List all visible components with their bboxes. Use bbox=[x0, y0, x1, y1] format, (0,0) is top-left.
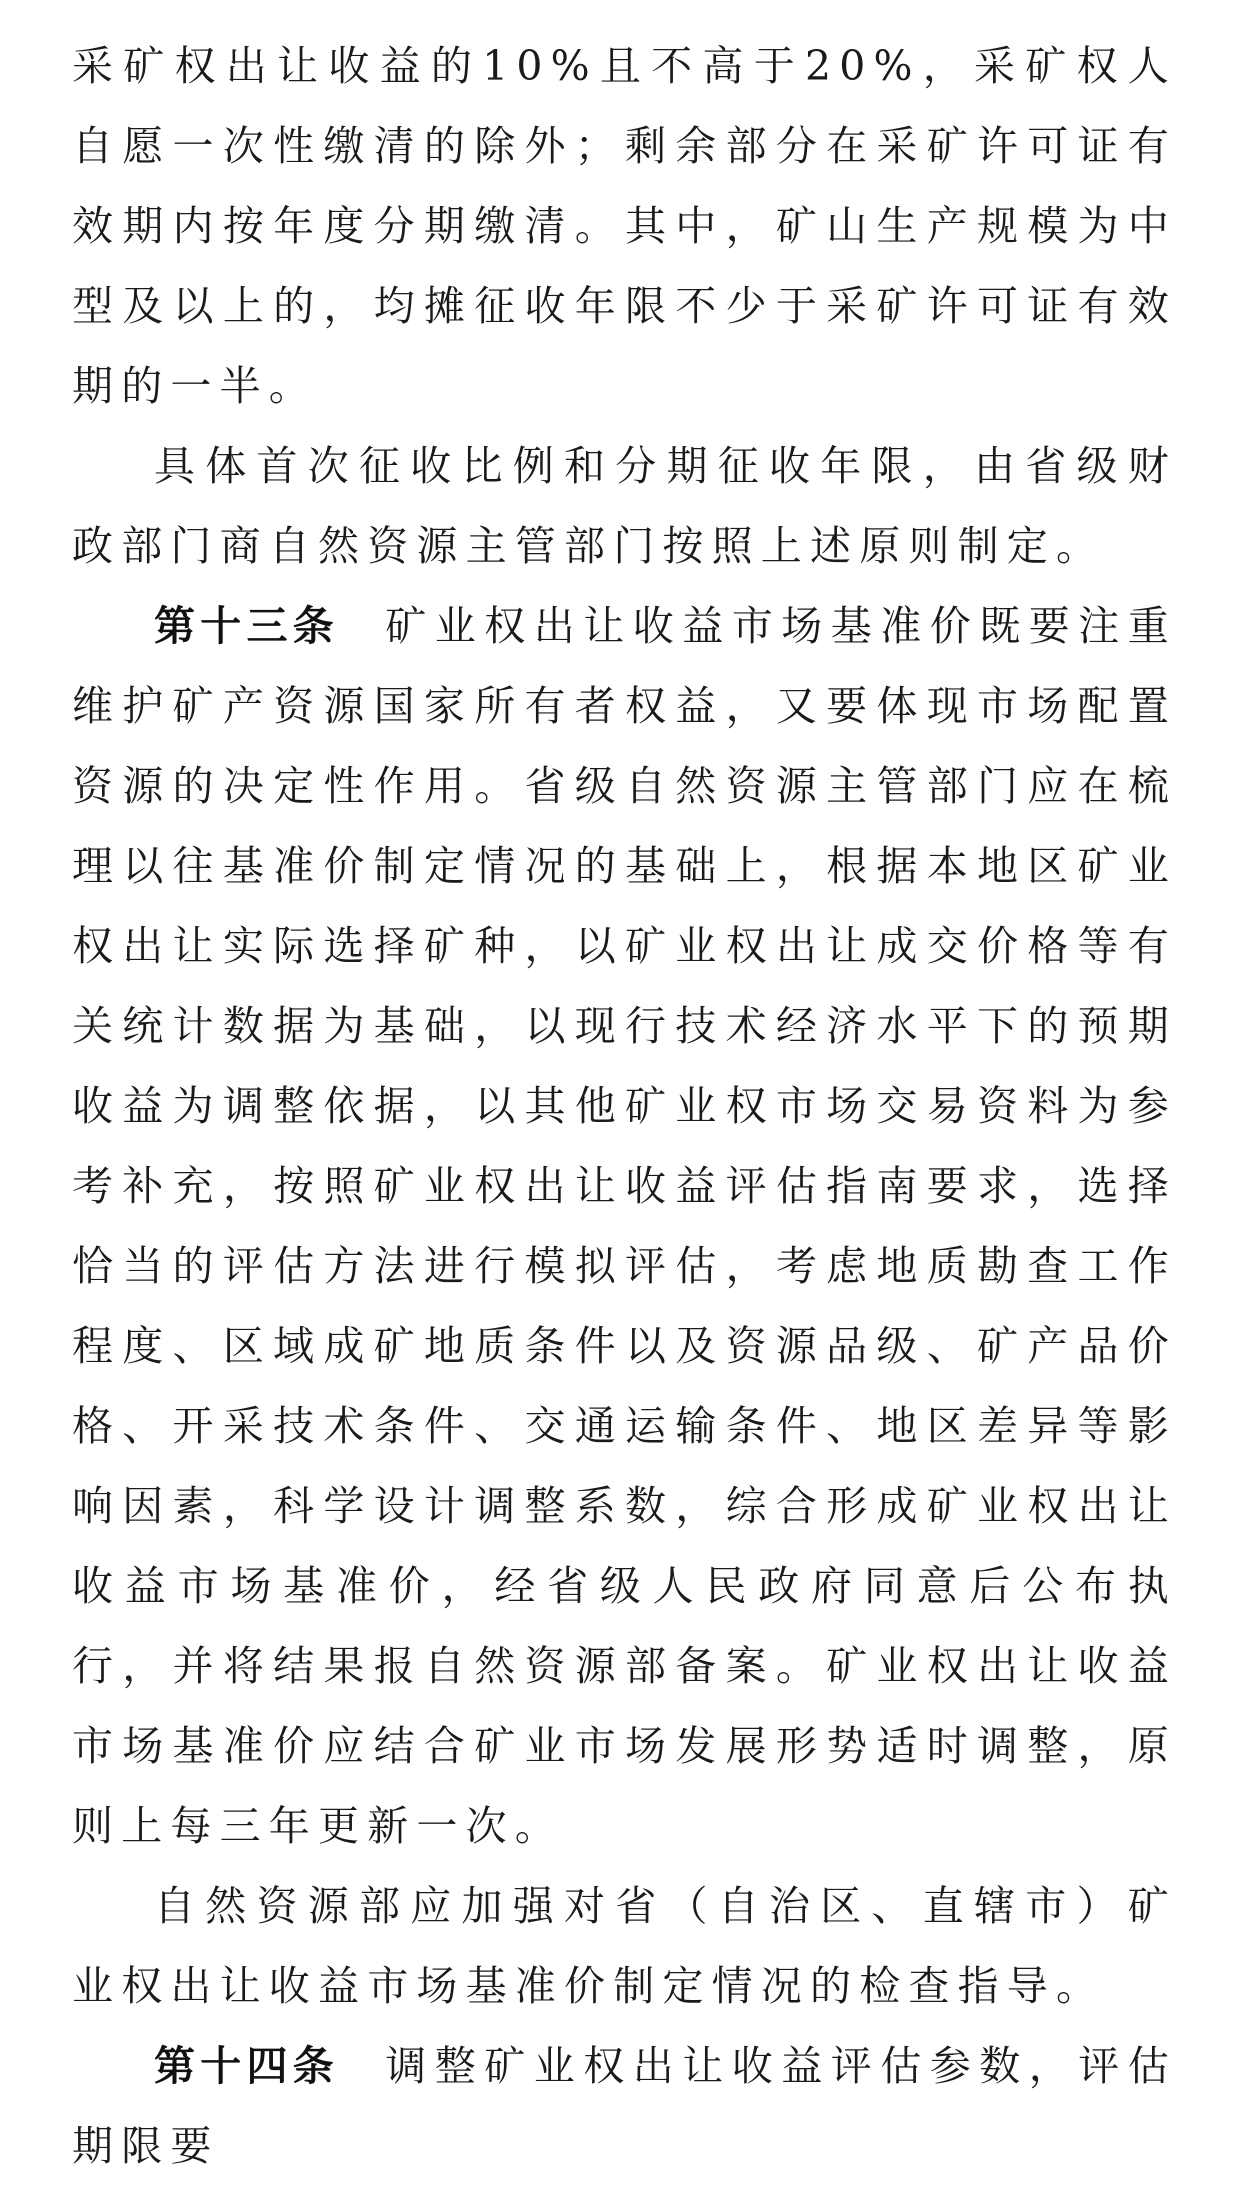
paragraph-text: 矿业权出让收益市场基准价既要注重维护矿产资源国家所有者权益，又要体现市场配置资源的决定性作用。省级自然资源主管部门应在梳理以往基准价制定情况的基础上，根据本地区矿业权出让实际选择矿种，以矿业权出让成交价格等有关统计数据为基础，以现行技术经济水平下的预期收益为调整依据，以其他矿业权市场交易资料为参考补充，按照矿业权出让收益评估指南要求，选择恰当的评估方法进行模拟评估，考虑地质勘查工作程度、区域成矿地质条件以及资源品级、矿产品价格、开采技术条件、交通运输条件、地区差异等影响因素，科学设计调整系数，综合形成矿业权出让收益市场基准价，经省级人民政府同意后公布执行，并将结果报自然资源部备案。矿业权出让收益市场基准价应结合矿业市场发展形势适时调整，原则上每三年更新一次。 bbox=[72, 602, 1177, 1850]
paragraph-text: 调整矿业权出让收益评估参数，评估期限要 bbox=[72, 2042, 1177, 2170]
article-heading: 第十三条 bbox=[154, 602, 339, 650]
paragraph-text: 具体首次征收比例和分期征收年限，由省级财政部门商自然资源主管部门按照上述原则制定。 bbox=[72, 442, 1177, 570]
paragraph-first-collection bbox=[72, 426, 1177, 586]
document-body bbox=[72, 26, 1177, 2186]
paragraph-supervision bbox=[72, 1866, 1177, 2026]
article-heading: 第十四条 bbox=[154, 2042, 339, 2090]
article-14 bbox=[72, 2026, 1177, 2186]
paragraph-text: 自然资源部应加强对省（自治区、直辖市）矿业权出让收益市场基准价制定情况的检查指导。 bbox=[72, 1882, 1177, 2010]
article-13 bbox=[72, 586, 1177, 1866]
paragraph-continuation bbox=[72, 26, 1177, 426]
paragraph-text: 采矿权出让收益的10%且不高于20%，采矿权人自愿一次性缴清的除外；剩余部分在采矿许可证有效期内按年度分期缴清。其中，矿山生产规模为中型及以上的，均摊征收年限不少于采矿许可证有效期的一半。 bbox=[72, 42, 1177, 410]
